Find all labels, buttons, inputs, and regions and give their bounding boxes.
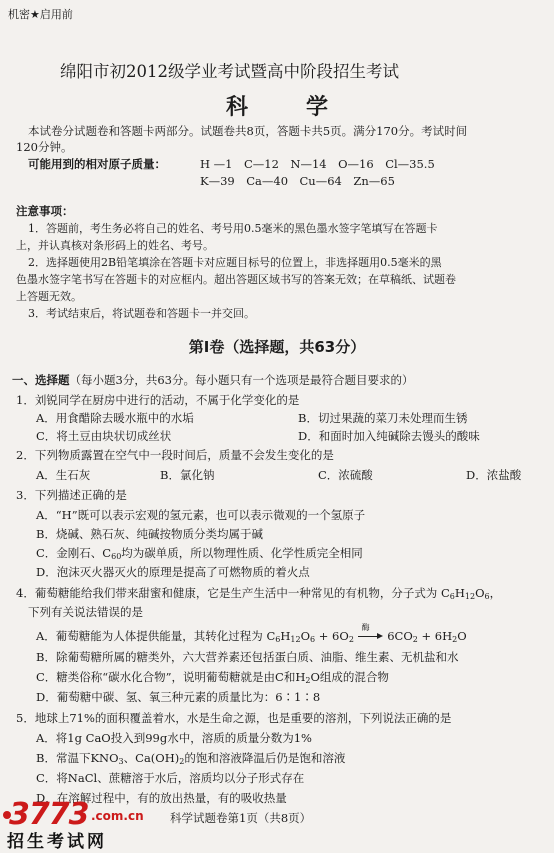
- q4-a-o2: + 6O: [315, 629, 349, 643]
- q1-option-d: D．和面时加入纯碱除去馒头的酸味: [298, 429, 480, 443]
- q3-option-d: D．泡沫灭火器灭火的原理是提高了可燃物质的着火点: [36, 565, 310, 579]
- q4-option-b: B．除葡萄糖所属的糖类外，六大营养素还包括蛋白质、油脂、维生素、无机盐和水: [36, 650, 459, 664]
- q4-o: O: [475, 586, 485, 600]
- notice-heading: 注意事项：: [16, 204, 74, 218]
- notice-item-2c: 上答题无效。: [16, 290, 82, 303]
- q4-sub-3: 6: [484, 592, 490, 601]
- section-instructions-body: （每小题3分，共63分。每小题只有一个选项是最符合题目要求的）: [69, 373, 414, 387]
- q4-a-sub3: 6: [310, 635, 316, 644]
- q2-option-a: A．生石灰: [36, 468, 91, 482]
- reaction-arrow-icon: [358, 623, 384, 642]
- q4-option-d: D．葡萄糖中碳、氢、氧三种元素的质量比为：6∶1∶8: [36, 690, 321, 704]
- logo-number: 3773: [9, 797, 89, 832]
- q3-c-pre: C．金刚石、C: [36, 546, 112, 560]
- q4-option-a: A．葡萄糖能为人体提供能量，其转化过程为 $C_6H_{12}O_6 + 6O_2$ 酶 $6CO_2 + 6H_2O$: [36, 623, 467, 644]
- q3-c-post: 均为碳单质，所以物理性质、化学性质完全相同: [121, 546, 363, 560]
- q4-sub-2: 12: [464, 592, 476, 601]
- confidential-label: 机密★启用前: [8, 8, 73, 21]
- q3-stem: 3．下列描述正确的是: [16, 488, 127, 502]
- q5-option-c: C．将NaCl、蔗糖溶于水后，溶质均以分子形式存在: [36, 771, 305, 785]
- notice-item-3: 3．考试结束后，将试题卷和答题卡一并交回。: [28, 307, 255, 320]
- subject-title: 科 学: [225, 94, 346, 120]
- exam-title: 绵阳市初2012级学业考试暨高中阶段招生考试: [60, 62, 399, 81]
- q2-option-b: B．氯化钠: [160, 468, 215, 482]
- notice-item-1b: 上，并认真核对条形码上的姓名、考号。: [16, 239, 214, 252]
- notice-item-2a: 2．选择题使用2B铅笔填涂在答题卡对应题目标号的位置上，非选择题用0.5毫米的黑: [28, 256, 442, 269]
- intro-line-1: 本试卷分试题卷和答题卡两部分。试题卷共8页，答题卡共5页。满分170分。考试时间: [28, 124, 468, 138]
- q2-stem: 2．下列物质露置在空气中一段时间后，质量不会发生变化的是: [16, 448, 334, 462]
- q4-a-sub1: 6: [275, 635, 281, 644]
- enzyme-label: 酶: [361, 623, 370, 632]
- q1-option-c: C．将土豆由块状切成丝状: [36, 429, 172, 443]
- q5-option-d: D．在溶解过程中，有的放出热量，有的吸收热量: [36, 791, 287, 805]
- q5-b-post: 的饱和溶液降温后仍是饱和溶液: [184, 751, 346, 765]
- q5-option-b: B．常温下$KNO_3$、$Ca(OH)_2$的饱和溶液降温后仍是饱和溶液: [36, 751, 346, 766]
- q1-option-b: B．切过果蔬的菜刀未处理而生锈: [298, 411, 468, 425]
- section-title: 第Ⅰ卷（选择题，共63分）: [188, 338, 366, 356]
- q4-h: H: [454, 586, 465, 600]
- logo-chinese: 招生考试网: [7, 832, 107, 852]
- q2-option-c: C．浓硫酸: [318, 468, 373, 482]
- logo-domain: .com.cn: [91, 809, 144, 823]
- q4-a-co2: 6CO: [387, 629, 413, 643]
- q4-stem-text: 4．葡萄糖能给我们带来甜蜜和健康，它是生产生活中一种常见的有机物，分子式为 C: [16, 586, 450, 600]
- atomic-mass-row-1: H —1 C—12 N—14 O—16 Cl—35.5: [200, 157, 435, 171]
- q1-stem: 1．刘锐同学在厨房中进行的活动，不属于化学变化的是: [16, 393, 300, 407]
- q4-end: ，: [489, 586, 502, 600]
- q3-option-a: A．“H”既可以表示宏观的氢元素，也可以表示微观的一个氢原子: [36, 508, 366, 522]
- q5-b-pre: B．常温下KNO: [36, 751, 119, 765]
- q4-a-h2o: + 6H: [417, 629, 453, 643]
- q4-a-h: H: [280, 629, 291, 643]
- notice-item-2b: 色墨水签字笔书写在答题卡的对应框内。超出答题区域书写的答案无效；在草稿纸、试题卷: [16, 273, 456, 286]
- q4-c-post: O组成的混合物: [310, 670, 389, 684]
- q4-stem-line-1: [16, 587, 501, 602]
- atomic-mass-label: 可能用到的相对原子质量：: [28, 157, 166, 171]
- q4-option-c: C．糖类俗称“碳水化合物”，说明葡萄糖就是由C和$H_2O$组成的混合物: [36, 670, 389, 685]
- section-instructions: [12, 374, 413, 388]
- q4-stem-line-2: 下列有关说法错误的是: [28, 605, 143, 619]
- q5-stem: 5．地球上71%的面积覆盖着水，水是生命之源，也是重要的溶剂，下列说法正确的是: [16, 711, 452, 725]
- q1-option-a: A．用食醋除去暖水瓶中的水垢: [36, 411, 194, 425]
- site-watermark-logo: [5, 797, 165, 852]
- q5-option-a: A．将1g CaO投入到99g水中，溶质的质量分数为1%: [36, 731, 312, 745]
- q4-a-sub2: 12: [290, 635, 301, 644]
- q4-a-o: O: [300, 629, 311, 643]
- page-footer: 科学试题卷第1页（共8页）: [170, 811, 312, 825]
- q2-option-d: D．浓盐酸: [466, 468, 522, 482]
- q5-b-mid: 、Ca(OH): [123, 751, 180, 765]
- q4-sub-1: 6: [449, 592, 455, 601]
- q3-option-c: [36, 547, 363, 562]
- q3-option-b: B．烧碱、熟石灰、纯碱按物质分类均属于碱: [36, 527, 263, 541]
- intro-line-2: 120分钟。: [16, 140, 73, 154]
- notice-item-1a: 1．答题前，考生务必将自己的姓名、考号用0.5毫米的黑色墨水签字笔填写在答题卡: [28, 222, 438, 235]
- q3-c-sub: 60: [111, 552, 122, 561]
- q4-a-pre: A．葡萄糖能为人体提供能量，其转化过程为 C: [36, 629, 276, 643]
- q4-a-o3: O: [457, 629, 467, 643]
- q4-c-pre: C．糖类俗称“碳水化合物”，说明葡萄糖就是由C和H: [36, 670, 306, 684]
- atomic-mass-row-2: K—39 Ca—40 Cu—64 Zn—65: [200, 174, 395, 188]
- section-instructions-head: 一、选择题: [12, 373, 70, 387]
